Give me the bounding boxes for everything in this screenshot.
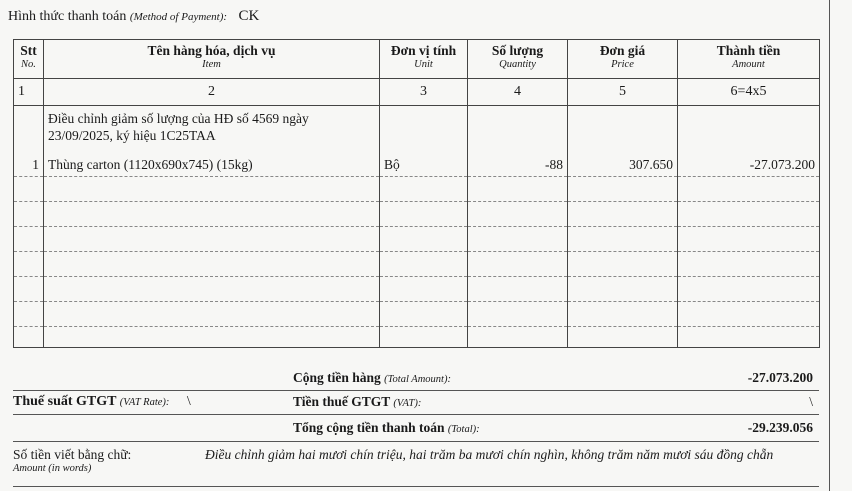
divider <box>13 414 819 415</box>
vat-rate: Thuế suất GTGT (VAT Rate): \ <box>13 394 191 409</box>
payment-method <box>8 8 259 25</box>
col-number: 3 <box>380 79 468 106</box>
header-price: Đơn giá Price <box>568 40 678 79</box>
total-label: Tổng cộng tiền thanh toán (Total): <box>293 420 480 435</box>
vat-label: Tiền thuế GTGT (VAT): <box>293 394 422 409</box>
total-row <box>13 420 819 440</box>
blank-row <box>14 177 820 202</box>
adjust-note-row <box>14 106 820 155</box>
blank-row <box>14 252 820 277</box>
page-border-right <box>829 0 830 491</box>
subtotal-row <box>13 370 819 390</box>
header-amount: Thành tiền Amount <box>678 40 820 79</box>
item-no: 1 <box>14 154 44 177</box>
item-price: 307.650 <box>568 154 678 177</box>
header-quantity: Số lượng Quantity <box>468 40 568 79</box>
payment-label: Hình thức thanh toán <box>8 9 127 24</box>
words-label: Số tiền viết bằng chữ: Amount (in words) <box>13 447 132 474</box>
adjust-note: Điều chỉnh giảm số lượng của HĐ số 4569 ngày 23/09/2025, ký hiệu 1C25TAA <box>44 106 380 155</box>
payment-label-en: (Method of Payment): <box>129 11 228 23</box>
header-row <box>14 40 820 79</box>
blank-row <box>14 202 820 227</box>
invoice-table <box>13 39 820 348</box>
header-item: Tên hàng hóa, dịch vụ Item <box>44 40 380 79</box>
blank-row <box>14 302 820 327</box>
vat-rate-value: \ <box>186 394 191 409</box>
item-qty: -88 <box>468 154 568 177</box>
col-number: 5 <box>568 79 678 106</box>
blank-row <box>14 227 820 252</box>
header-unit: Đơn vị tính Unit <box>380 40 468 79</box>
item-amount: -27.073.200 <box>678 154 820 177</box>
total-value: -29.239.056 <box>747 420 813 435</box>
item-unit: Bộ <box>380 154 468 177</box>
table-row <box>14 154 820 177</box>
col-number: 2 <box>44 79 380 106</box>
blank-row <box>14 327 820 348</box>
divider <box>13 390 819 391</box>
subtotal-label: Cộng tiền hàng (Total Amount): <box>293 370 451 385</box>
col-number: 1 <box>14 79 44 106</box>
col-number: 4 <box>468 79 568 106</box>
column-number-row <box>14 79 820 106</box>
payment-value: CK <box>238 8 260 24</box>
vat-value: \ <box>809 394 813 409</box>
col-number: 6=4x5 <box>678 79 820 106</box>
item-name: Thùng carton (1120x690x745) (15kg) <box>44 154 380 177</box>
words-text: Điều chỉnh giảm hai mươi chín triệu, hai trăm ba mươi chín nghìn, không trăm năm mươi sáu đồng chẵn <box>205 447 774 462</box>
header-no: Stt No. <box>14 40 44 79</box>
divider <box>13 441 819 442</box>
subtotal-value: -27.073.200 <box>747 370 813 385</box>
blank-row <box>14 277 820 302</box>
vat-row <box>13 394 819 414</box>
bottom-border <box>13 486 819 487</box>
